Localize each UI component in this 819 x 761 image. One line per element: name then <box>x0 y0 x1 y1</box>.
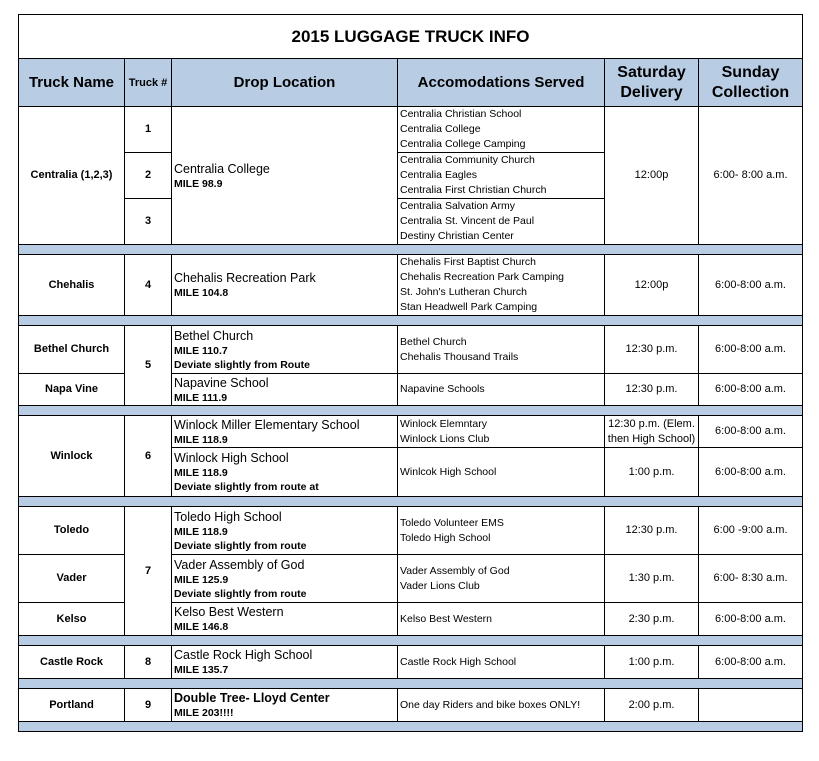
header-sunday-collection: Sunday Collection <box>699 59 803 107</box>
sunday-time: 6:00-8:00 a.m. <box>699 374 803 406</box>
accommodations-list: Toledo Volunteer EMS Toledo High School <box>398 507 605 555</box>
table-row <box>19 646 803 679</box>
truck-number: 6 <box>125 416 172 497</box>
truck-name-castle-rock: Castle Rock <box>19 646 125 679</box>
accommodations-list: Winlcok High School <box>398 448 605 497</box>
sunday-time: 6:00 -9:00 a.m. <box>699 507 803 555</box>
sunday-time: 6:00- 8:00 a.m. <box>699 107 803 245</box>
sunday-time: 6:00-8:00 a.m. <box>699 603 803 636</box>
separator-row <box>19 722 803 732</box>
header-accommodations: Accomodations Served <box>398 59 605 107</box>
drop-location-portland: Double Tree- Lloyd Center MILE 203!!!! <box>172 689 398 722</box>
truck-name-toledo: Toledo <box>19 507 125 555</box>
accommodations-list: Vader Assembly of God Vader Lions Club <box>398 555 605 603</box>
accommodations-list: One day Riders and bike boxes ONLY! <box>398 689 605 722</box>
sunday-time: 6:00-8:00 a.m. <box>699 646 803 679</box>
saturday-time: 1:00 p.m. <box>605 646 699 679</box>
drop-location-winlock-elementary: Winlock Miller Elementary School MILE 118.9 <box>172 416 398 448</box>
truck-name-napavine: Napa Vine <box>19 374 125 406</box>
truck-number: 8 <box>125 646 172 679</box>
accommodations-list: Centralia Community Church Centralia Eagles Centralia First Christian Church <box>398 153 605 199</box>
truck-number: 9 <box>125 689 172 722</box>
accommodations-list: Napavine Schools <box>398 374 605 406</box>
table-title: 2015 LUGGAGE TRUCK INFO <box>19 15 803 59</box>
separator-row <box>19 245 803 255</box>
accommodations-list: Kelso Best Western <box>398 603 605 636</box>
truck-number: 7 <box>125 507 172 636</box>
sunday-time: 6:00-8:00 a.m. <box>699 448 803 497</box>
header-drop-location: Drop Location <box>172 59 398 107</box>
saturday-time: 12:30 p.m. <box>605 507 699 555</box>
truck-number: 5 <box>125 326 172 406</box>
saturday-time: 2:00 p.m. <box>605 689 699 722</box>
truck-name-centralia: Centralia (1,2,3) <box>19 107 125 245</box>
saturday-time: 12:00p <box>605 255 699 316</box>
table-row <box>19 255 803 316</box>
separator-row <box>19 316 803 326</box>
accommodations-list: Chehalis First Baptist Church Chehalis Recreation Park Camping St. John's Lutheran Church Stan Headwell Park Camping <box>398 255 605 316</box>
drop-location-kelso: Kelso Best Western MILE 146.8 <box>172 603 398 636</box>
truck-number: 1 <box>125 107 172 153</box>
table-row <box>19 507 803 555</box>
title-row <box>19 15 803 59</box>
drop-location-winlock-high: Winlock High School MILE 118.9 Deviate slightly from route at <box>172 448 398 497</box>
saturday-time: 12:00p <box>605 107 699 245</box>
table-row <box>19 107 803 153</box>
drop-location-napavine: Napavine School MILE 111.9 <box>172 374 398 406</box>
sunday-time: 6:00-8:00 a.m. <box>699 326 803 374</box>
sunday-time <box>699 689 803 722</box>
accommodations-list: Bethel Church Chehalis Thousand Trails <box>398 326 605 374</box>
header-saturday-delivery: Saturday Delivery <box>605 59 699 107</box>
truck-name-kelso: Kelso <box>19 603 125 636</box>
header-row <box>19 59 803 107</box>
accommodations-list: Centralia Salvation Army Centralia St. Vincent de Paul Destiny Christian Center <box>398 199 605 245</box>
table-row <box>19 689 803 722</box>
accommodations-list: Winlock Elemntary Winlock Lions Club <box>398 416 605 448</box>
truck-number: 3 <box>125 199 172 245</box>
drop-location-chehalis: Chehalis Recreation Park MILE 104.8 <box>172 255 398 316</box>
luggage-truck-table <box>18 14 803 732</box>
header-truck-number: Truck # <box>125 59 172 107</box>
saturday-time: 2:30 p.m. <box>605 603 699 636</box>
truck-name-chehalis: Chehalis <box>19 255 125 316</box>
accommodations-list: Castle Rock High School <box>398 646 605 679</box>
separator-row <box>19 679 803 689</box>
drop-location-castle-rock: Castle Rock High School MILE 135.7 <box>172 646 398 679</box>
drop-location-centralia: Centralia College MILE 98.9 <box>172 107 398 245</box>
accommodations-list: Centralia Christian School Centralia College Centralia College Camping <box>398 107 605 153</box>
separator-row <box>19 636 803 646</box>
drop-location-bethel: Bethel Church MILE 110.7 Deviate slightly from Route <box>172 326 398 374</box>
separator-row <box>19 406 803 416</box>
drop-location-vader: Vader Assembly of God MILE 125.9 Deviate slightly from route <box>172 555 398 603</box>
saturday-time: 1:30 p.m. <box>605 555 699 603</box>
drop-location-toledo: Toledo High School MILE 118.9 Deviate slightly from route <box>172 507 398 555</box>
saturday-time: 1:00 p.m. <box>605 448 699 497</box>
truck-name-portland: Portland <box>19 689 125 722</box>
truck-name-bethel: Bethel Church <box>19 326 125 374</box>
sunday-time: 6:00-8:00 a.m. <box>699 416 803 448</box>
sunday-time: 6:00- 8:30 a.m. <box>699 555 803 603</box>
truck-number: 4 <box>125 255 172 316</box>
table-row <box>19 326 803 374</box>
saturday-time: 12:30 p.m. <box>605 326 699 374</box>
sunday-time: 6:00-8:00 a.m. <box>699 255 803 316</box>
header-truck-name: Truck Name <box>19 59 125 107</box>
table-row <box>19 416 803 448</box>
truck-number: 2 <box>125 153 172 199</box>
separator-row <box>19 497 803 507</box>
truck-name-vader: Vader <box>19 555 125 603</box>
saturday-time: 12:30 p.m. <box>605 374 699 406</box>
truck-name-winlock: Winlock <box>19 416 125 497</box>
saturday-time: 12:30 p.m. (Elem. then High School) <box>605 416 699 448</box>
